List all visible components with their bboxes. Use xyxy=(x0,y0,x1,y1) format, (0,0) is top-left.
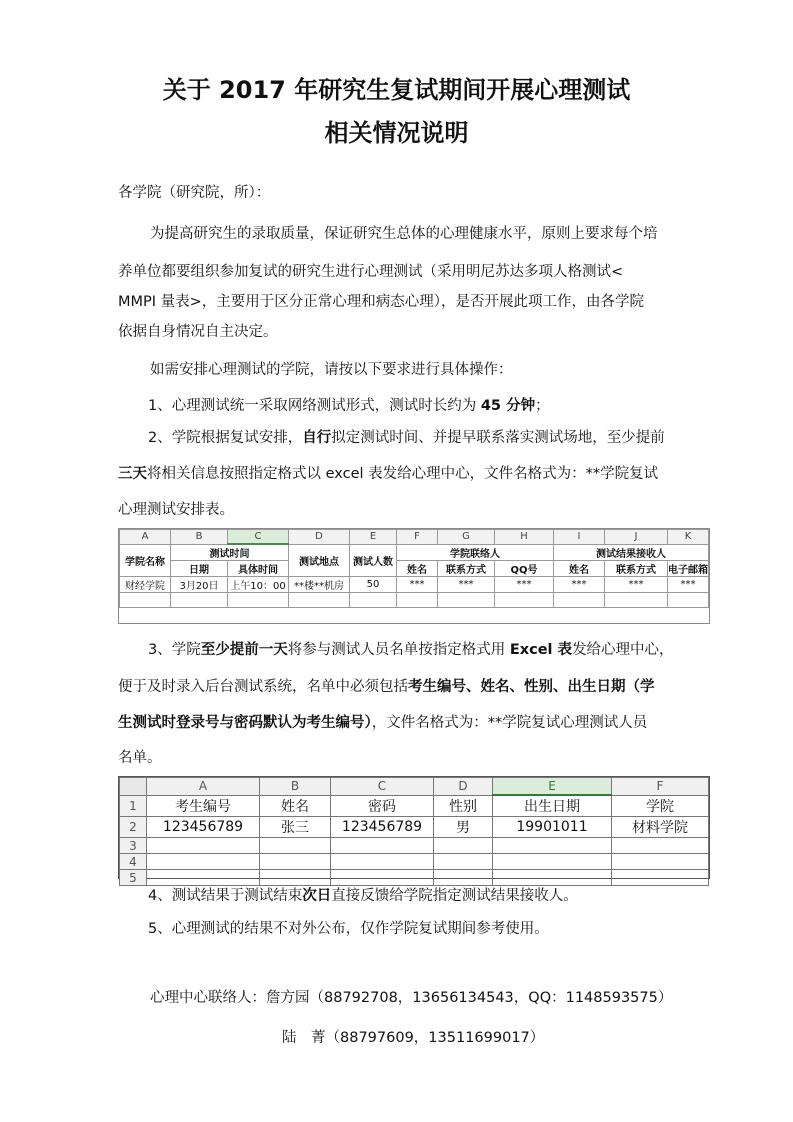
item-1-duration: 45 分钟 xyxy=(480,398,536,414)
schedule-h-qq: QQ号 xyxy=(495,561,554,577)
roster-row-number: 3 xyxy=(120,838,147,854)
item-3-text-e: ，文件名格式为：**学院复试心理测试人员 xyxy=(371,715,648,731)
item-3-bold-a: 至少提前一天 xyxy=(200,642,288,658)
item-2-text-a: 2、学院根据复试安排， xyxy=(148,430,303,446)
schedule-empty-row xyxy=(120,593,709,608)
schedule-col-b: B xyxy=(171,530,228,545)
schedule-col-g: G xyxy=(438,530,495,545)
roster-cell: 张三 xyxy=(260,817,331,838)
schedule-col-j: J xyxy=(605,530,668,545)
roster-cell: 123456789 xyxy=(331,817,434,838)
schedule-cell: 上午10：00 xyxy=(228,577,289,593)
schedule-h-specific: 具体时间 xyxy=(228,561,289,577)
schedule-cell: 3月20日 xyxy=(171,577,228,593)
schedule-col-h: H xyxy=(495,530,554,545)
item-2-line3: 心理测试安排表。 xyxy=(118,502,234,518)
intro-line3: MMPI 量表>，主要用于区分正常心理和病态心理），是否开展此项工作，由各学院 xyxy=(118,294,645,310)
schedule-col-e: E xyxy=(350,530,397,545)
roster-col-b: B xyxy=(260,778,331,796)
schedule-col-k: K xyxy=(668,530,709,545)
schedule-h-email: 电子邮箱 xyxy=(668,561,709,577)
intro-line2: 养单位都要组织参加复试的研究生进行心理测试（采用明尼苏达多项人格测试< xyxy=(118,264,624,280)
roster-row-number: 1 xyxy=(120,795,147,817)
intro-line4: 依据自身情况自主决定。 xyxy=(118,324,278,340)
item-3-bold-b: Excel 表 xyxy=(509,642,573,658)
roster-row-number: 5 xyxy=(120,870,147,886)
contact-line1: 心理中心联络人：詹方园（88792708，13656134543，QQ：1148593575） xyxy=(150,990,673,1006)
roster-cell: 材料学院 xyxy=(612,817,709,838)
item-2-text-c: 将相关信息按照指定格式以 excel 表发给心理中心，文件名格式为：**学院复试 xyxy=(147,466,659,482)
schedule-h-date: 日期 xyxy=(171,561,228,577)
roster-cell: 学院 xyxy=(612,795,709,817)
roster-cell: 考生编号 xyxy=(147,795,260,817)
schedule-cell: *** xyxy=(438,577,495,593)
doc-title-line1: 关于 2017 年研究生复试期间开展心理测试 xyxy=(162,76,631,104)
roster-col-a: A xyxy=(147,778,260,796)
schedule-cell: *** xyxy=(605,577,668,593)
schedule-h-contact: 学院联络人 xyxy=(397,544,554,561)
roster-table-image xyxy=(118,776,710,885)
schedule-col-i: I xyxy=(554,530,605,545)
schedule-h-college: 学院名称 xyxy=(120,544,171,577)
roster-cell: 出生日期 xyxy=(493,795,612,817)
roster-cell: 男 xyxy=(434,817,493,838)
schedule-cell: 50 xyxy=(350,577,397,593)
doc-title-line2: 相关情况说明 xyxy=(324,119,469,147)
roster-row-number: 4 xyxy=(120,854,147,870)
item-2-bold-a: 自行 xyxy=(302,430,332,446)
item-1 xyxy=(148,396,742,416)
roster-row xyxy=(120,817,709,838)
roster-col-d: D xyxy=(434,778,493,796)
schedule-col-f: F xyxy=(397,530,438,545)
item-3-bold-c: 考生编号、姓名、性别、出生日期（学 xyxy=(408,679,655,695)
item-4-text-a: 4、测试结果于测试结束 xyxy=(148,888,303,904)
schedule-cell: *** xyxy=(668,577,709,593)
item-3-text-d: 便于及时录入后台测试系统，名单中必须包括 xyxy=(118,679,408,695)
schedule-cell: 财经学院 xyxy=(120,577,171,593)
schedule-h-phone2: 联系方式 xyxy=(605,561,668,577)
roster-row-number: 2 xyxy=(120,817,147,838)
schedule-cell: *** xyxy=(397,577,438,593)
roster-col-f: F xyxy=(612,778,709,796)
schedule-data-row xyxy=(120,577,709,593)
roster-corner xyxy=(120,778,147,796)
roster-row xyxy=(120,854,709,870)
contact-line2: 陆 菁（88797609，13511699017） xyxy=(282,1030,545,1046)
schedule-table-image xyxy=(118,528,710,624)
roster-col-c: C xyxy=(331,778,434,796)
schedule-cell: *** xyxy=(554,577,605,593)
schedule-header-row-2 xyxy=(120,561,709,577)
schedule-cell: *** xyxy=(495,577,554,593)
salutation: 各学院（研究院，所）： xyxy=(118,185,271,201)
schedule-col-c: C xyxy=(228,530,289,545)
item-2-line2 xyxy=(118,464,712,484)
roster-cell: 123456789 xyxy=(147,817,260,838)
item-3-text-b: 将参与测试人员名单按指定格式用 xyxy=(287,642,510,658)
schedule-cell: **楼**机房 xyxy=(289,577,350,593)
item-3-bold-d: 生测试时登录号与密码默认为考生编号） xyxy=(118,715,372,731)
schedule-col-d: D xyxy=(289,530,350,545)
schedule-h-time: 测试时间 xyxy=(171,544,289,561)
item-4 xyxy=(148,886,742,906)
item-3-line3 xyxy=(118,713,712,733)
schedule-col-header-row xyxy=(120,530,709,545)
roster-cell: 姓名 xyxy=(260,795,331,817)
item-1-tail: ； xyxy=(535,398,550,414)
roster-row xyxy=(120,870,709,886)
item-3-line2 xyxy=(118,677,712,697)
schedule-header-row-1 xyxy=(120,544,709,561)
roster-col-e: E xyxy=(493,778,612,796)
schedule-h-count: 测试人数 xyxy=(350,544,397,577)
roster-row xyxy=(120,838,709,854)
item-4-bold: 次日 xyxy=(302,888,332,904)
item-5: 5、心理测试的结果不对外公布，仅作学院复试期间参考使用。 xyxy=(148,921,549,937)
item-4-text-b: 直接反馈给学院指定测试结果接收人。 xyxy=(331,888,578,904)
roster-cell: 性别 xyxy=(434,795,493,817)
lead-text: 如需安排心理测试的学院，请按以下要求进行具体操作： xyxy=(150,362,513,378)
schedule-h-phone: 联系方式 xyxy=(438,561,495,577)
roster-cell: 19901011 xyxy=(493,817,612,838)
item-2-line1 xyxy=(148,428,742,448)
item-2-bold-b: 三天 xyxy=(118,466,147,482)
roster-col-header-row xyxy=(120,778,709,796)
schedule-h-place: 测试地点 xyxy=(289,544,350,577)
item-2-text-b: 拟定测试时间、并提早联系落实测试场地，至少提前 xyxy=(331,430,665,446)
roster-row xyxy=(120,795,709,817)
roster-cell: 密码 xyxy=(331,795,434,817)
schedule-h-name2: 姓名 xyxy=(554,561,605,577)
roster-table xyxy=(119,777,709,886)
schedule-h-receiver: 测试结果接收人 xyxy=(554,544,709,561)
schedule-col-a: A xyxy=(120,530,171,545)
item-3-line4: 名单。 xyxy=(118,750,162,766)
item-1-text: 1、心理测试统一采取网络测试形式，测试时长约为 xyxy=(148,398,481,414)
intro-line1: 为提高研究生的录取质量，保证研究生总体的心理健康水平，原则上要求每个培 xyxy=(150,226,658,242)
item-3-text-c: 发给心理中心， xyxy=(572,642,674,658)
schedule-h-name: 姓名 xyxy=(397,561,438,577)
item-3-line1 xyxy=(148,640,742,660)
item-3-text-a: 3、学院 xyxy=(148,642,201,658)
schedule-table xyxy=(119,529,709,608)
